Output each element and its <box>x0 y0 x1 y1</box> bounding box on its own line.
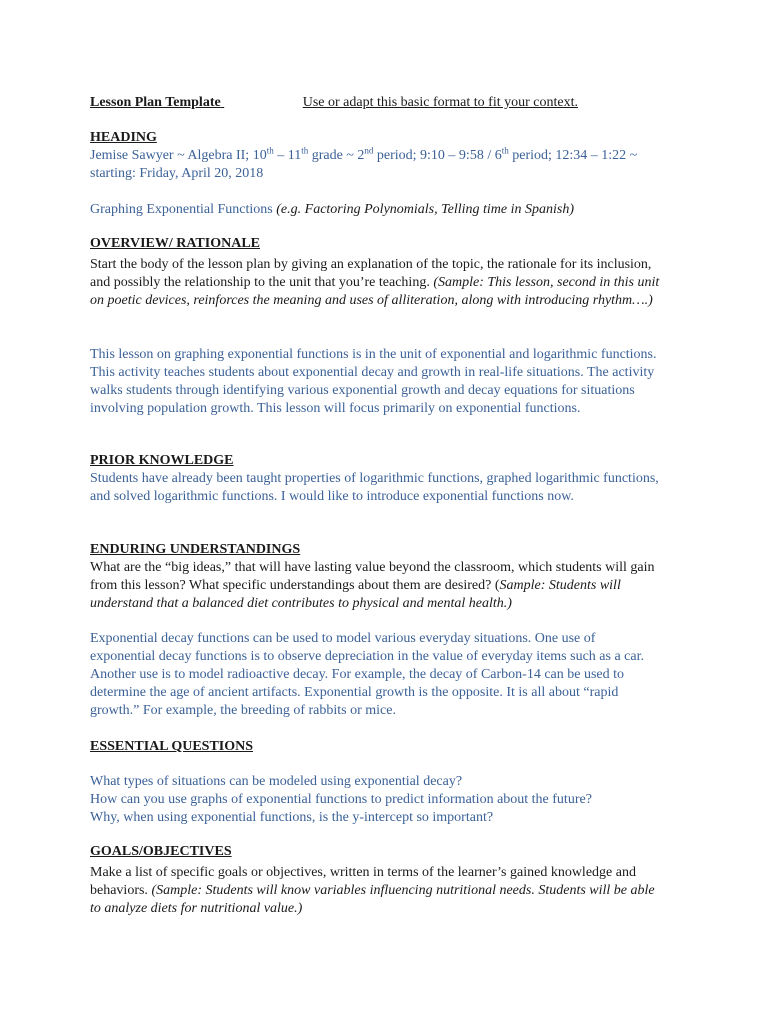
topic-example: (e.g. Factoring Polynomials, Telling time in Spanish) <box>276 202 575 217</box>
goals-instructions: Make a list of specific goals or objectives, written in terms of the learner’s gained knowledge and behaviors. (Sample: Students will know variables influencing nutritional needs. Students will be able to analyze diets for nutritional value.) <box>90 865 655 916</box>
overview-answer: This lesson on graphing exponential functions is in the unit of exponential and logarithmic functions. This activity teaches students about exponential decay and growth in real-life situations. The activity walks students through identifying various exponential growth and decay equations for situations involving population growth. This lesson will focus primarily on exponential functions. <box>90 347 657 416</box>
overview-instructions: Start the body of the lesson plan by giving an explanation of the topic, the rationale for its inclusion, and possibly the relationship to the unit that you’re teaching. (Sample: This lesson, second in this unit on poetic devices, reinforces the meaning and uses of alliteration, along with introducing rhythm….) <box>90 257 660 308</box>
template-title-line <box>90 94 660 112</box>
template-title: Lesson Plan Template <box>90 95 221 110</box>
enduring-label: ENDURING UNDERSTANDINGS <box>90 542 301 557</box>
template-note: Use or adapt this basic format to fit your context. <box>302 95 578 110</box>
lesson-topic: Graphing Exponential Functions <box>90 202 273 217</box>
enduring-instructions: What are the “big ideas,” that will have lasting value beyond the classroom, which students will gain from this lesson? What specific understandings about them are desired? (Sample: Students will understand that a balanced diet contributes to physical and mental health.) <box>90 560 655 611</box>
goals-label: GOALS/OBJECTIVES <box>90 844 232 859</box>
heading-info: Jemise Sawyer ~ Algebra II; 10th – 11th grade ~ 2nd period; 9:10 – 9:58 / 6th period; 12:34 – 1:22 ~ starting: Friday, April 20, 2018 <box>90 145 638 181</box>
essential-label: ESSENTIAL QUESTIONS <box>90 739 254 754</box>
heading-label: HEADING <box>90 130 157 145</box>
essential-question: How can you use graphs of exponential functions to predict information about the future? <box>90 792 592 807</box>
enduring-answer: Exponential decay functions can be used to model various everyday situations. One use of exponential decay functions is to observe depreciation in the value of everyday items such as a car. Another use is to model radioactive decay. For example, the decay of Carbon-14 can be used to determine the age of ancient artifacts. Exponential growth is the opposite. It is all about “rapid growth.” For example, the breeding of rabbits or mice. <box>90 631 644 718</box>
essential-question: What types of situations can be modeled using exponential decay? <box>90 774 463 789</box>
overview-label: OVERVIEW/ RATIONALE <box>90 236 260 251</box>
essential-question: Why, when using exponential functions, is the y-intercept so important? <box>90 810 494 825</box>
essential-questions <box>90 773 660 827</box>
lesson-topic-line <box>90 201 660 219</box>
prior-knowledge-label: PRIOR KNOWLEDGE <box>90 453 234 468</box>
prior-knowledge-answer: Students have already been taught properties of logarithmic functions, graphed logarithmic functions, and solved logarithmic functions. I would like to introduce exponential functions now. <box>90 471 659 504</box>
